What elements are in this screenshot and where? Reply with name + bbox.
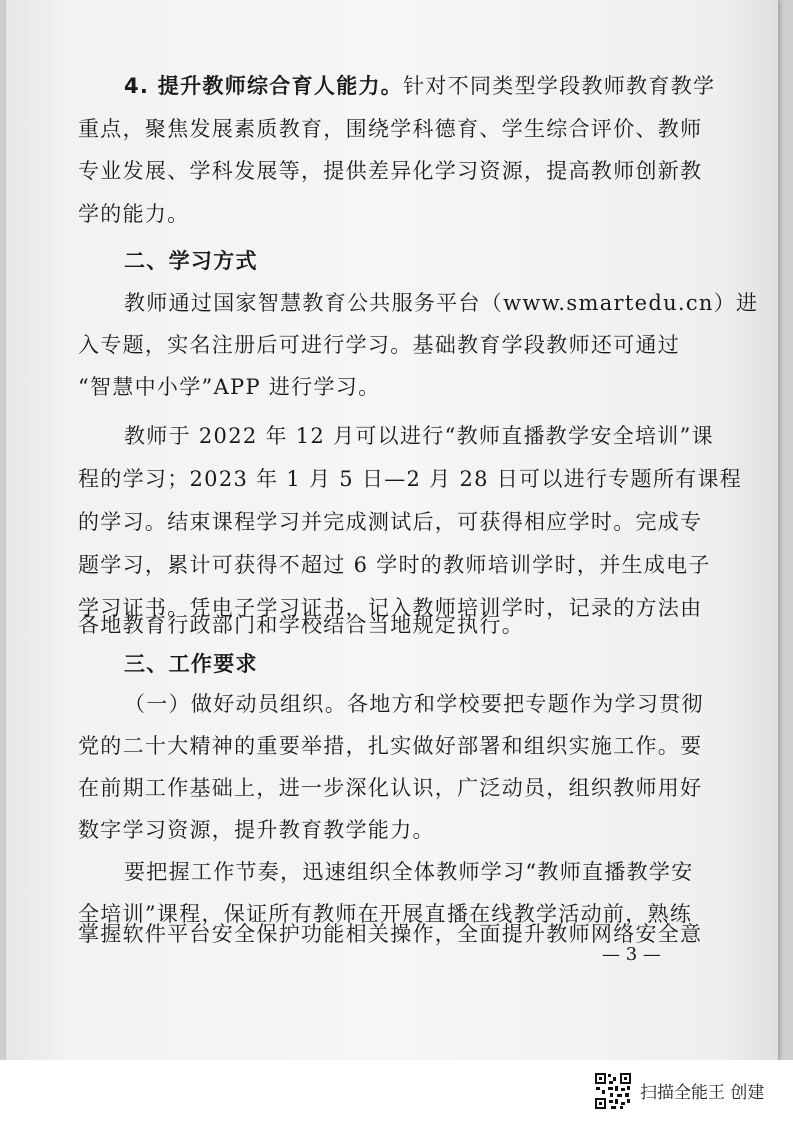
body-text: “智慧中小学”APP 进行学习。 <box>78 375 381 399</box>
watermark-text: 扫描全能王 创建 <box>640 1083 765 1103</box>
body-text: 学习证书。凭电子学习证书，记入教师培训学时，记录的方法由 <box>78 596 703 620</box>
body-text: 的学习。结束课程学习并完成测试后，可获得相应学时。完成专 <box>78 510 703 534</box>
section-heading <box>124 650 258 678</box>
qr-code-icon <box>594 1072 632 1110</box>
body-text: 程的学习；2023 年 1 月 5 日—2 月 28 日可以进行专题所有课程 <box>78 467 743 491</box>
subheading: 4. 提升教师综合育人能力。 <box>124 74 404 98</box>
text-line <box>78 157 702 185</box>
body-text: 掌握软件平台安全保护功能相关操作，全面提升教师网络安全意 <box>78 922 703 946</box>
body-text: 专业发展、学科发展等，提供差异化学习资源，提高教师创新教 <box>78 159 703 183</box>
heading-text: 三、工作要求 <box>124 652 258 676</box>
body-text: 数字学习资源，提升教育教学能力。 <box>78 818 435 842</box>
heading-text: 二、学习方式 <box>124 249 258 273</box>
text-line <box>78 465 742 493</box>
body-text: 党的二十大精神的重要举措，扎实做好部署和组织实施工作。要 <box>78 734 703 758</box>
text-line <box>78 611 524 639</box>
page-number: — 3 — <box>602 944 661 965</box>
text-line <box>78 732 702 760</box>
body-text: 重点，聚焦发展素质教育，围绕学科德育、学生综合评价、教师 <box>78 117 703 141</box>
text-line <box>124 289 758 317</box>
text-line <box>78 373 380 401</box>
text-line <box>78 551 711 579</box>
body-text: 教师于 2022 年 12 月可以进行“教师直播教学安全培训”课 <box>124 424 714 448</box>
body-text: 全培训”课程，保证所有教师在开展直播在线教学活动前，熟练 <box>78 902 693 926</box>
subsection-lead: （一）做好动员组织。 <box>124 692 347 716</box>
section-heading <box>124 247 258 275</box>
body-text: 题学习，累计可获得不超过 6 学时的教师培训学时，并生成电子 <box>78 553 711 577</box>
text-line <box>78 816 435 844</box>
body-text: 教师通过国家智慧教育公共服务平台（www.smartedu.cn）进 <box>124 291 759 315</box>
text-line <box>124 858 694 886</box>
body-text: 学的能力。 <box>78 202 190 226</box>
text-line <box>78 508 702 536</box>
text-line <box>78 200 190 228</box>
body-text: 针对不同类型学段教师教育教学 <box>403 74 716 98</box>
body-text: 各地教育行政部门和学校结合当地规定执行。 <box>78 613 524 637</box>
text-line <box>78 115 702 143</box>
body-text: 入专题，实名注册后可进行学习。基础教育学段教师还可通过 <box>78 333 681 357</box>
text-line <box>78 774 702 802</box>
document-page <box>6 0 778 1060</box>
scanner-footer <box>0 1060 793 1122</box>
body-text: 各地方和学校要把专题作为学习贯彻 <box>347 692 704 716</box>
text-line <box>78 331 680 359</box>
body-text: 在前期工作基础上，进一步深化认识，广泛动员，组织教师用好 <box>78 776 703 800</box>
body-text: 要把握工作节奏，迅速组织全体教师学习“教师直播教学安 <box>124 860 694 884</box>
text-line <box>124 72 715 100</box>
text-line <box>124 690 704 718</box>
text-line <box>124 422 714 450</box>
